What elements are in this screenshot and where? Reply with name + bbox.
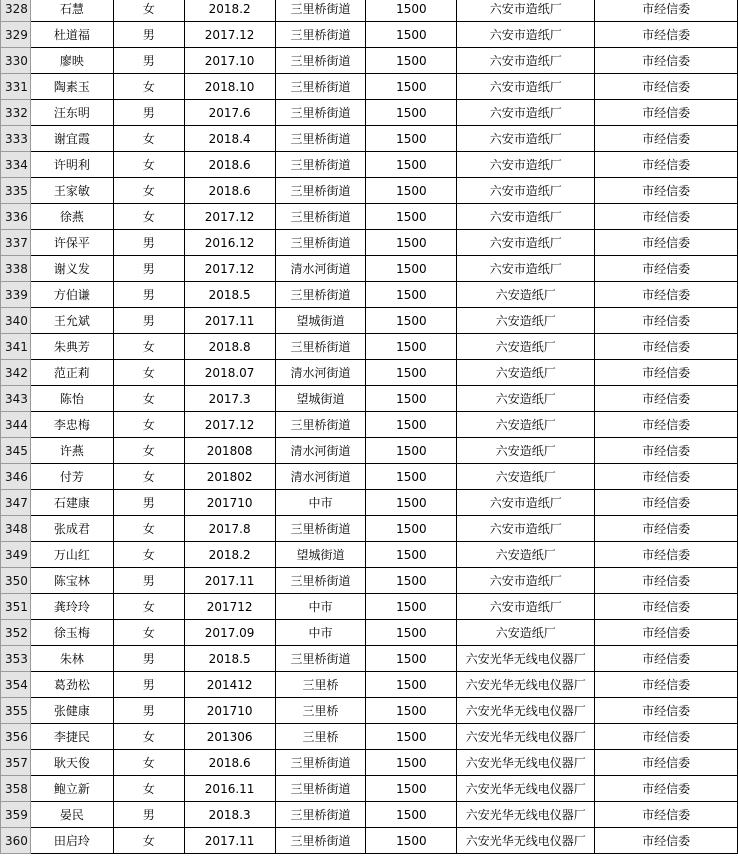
- table-row: [1, 0, 738, 22]
- table-row: [1, 308, 738, 334]
- table-row: [1, 126, 738, 152]
- table-row: [1, 360, 738, 386]
- row-number[interactable]: 346: [1, 464, 31, 490]
- table-row: [1, 412, 738, 438]
- name-cell[interactable]: 许燕: [30, 438, 113, 464]
- date-cell[interactable]: 2017.3: [184, 386, 275, 412]
- date-cell[interactable]: 2017.6: [184, 100, 275, 126]
- date-cell[interactable]: 2017.12: [184, 412, 275, 438]
- district-cell[interactable]: 三里桥街道: [275, 828, 366, 854]
- name-cell[interactable]: 付芳: [30, 464, 113, 490]
- amount-cell[interactable]: 1500: [366, 464, 457, 490]
- department-cell[interactable]: 市经信委: [595, 776, 738, 802]
- department-cell[interactable]: 市经信委: [595, 672, 738, 698]
- date-cell[interactable]: 2018.10: [184, 74, 275, 100]
- amount-cell[interactable]: 1500: [366, 802, 457, 828]
- table-row: [1, 698, 738, 724]
- amount-cell[interactable]: 1500: [366, 48, 457, 74]
- department-cell[interactable]: 市经信委: [595, 698, 738, 724]
- row-number[interactable]: 349: [1, 542, 31, 568]
- department-cell[interactable]: 市经信委: [595, 256, 738, 282]
- row-number[interactable]: 328: [1, 0, 31, 22]
- row-number[interactable]: 354: [1, 672, 31, 698]
- gender-cell[interactable]: 男: [113, 698, 184, 724]
- district-cell[interactable]: 清水河街道: [275, 464, 366, 490]
- amount-cell[interactable]: 1500: [366, 620, 457, 646]
- gender-cell[interactable]: 女: [113, 204, 184, 230]
- employer-cell[interactable]: 六安市造纸厂: [457, 178, 595, 204]
- date-cell[interactable]: 201712: [184, 594, 275, 620]
- amount-cell[interactable]: 1500: [366, 828, 457, 854]
- amount-cell[interactable]: 1500: [366, 256, 457, 282]
- gender-cell[interactable]: 女: [113, 776, 184, 802]
- gender-cell[interactable]: 女: [113, 438, 184, 464]
- date-cell[interactable]: 2018.2: [184, 0, 275, 22]
- district-cell[interactable]: 三里桥街道: [275, 152, 366, 178]
- department-cell[interactable]: 市经信委: [595, 542, 738, 568]
- department-cell[interactable]: 市经信委: [595, 308, 738, 334]
- row-number[interactable]: 338: [1, 256, 31, 282]
- employer-cell[interactable]: 六安造纸厂: [457, 308, 595, 334]
- name-cell[interactable]: 徐燕: [30, 204, 113, 230]
- amount-cell[interactable]: 1500: [366, 230, 457, 256]
- row-number[interactable]: 340: [1, 308, 31, 334]
- gender-cell[interactable]: 男: [113, 256, 184, 282]
- table-row: [1, 672, 738, 698]
- amount-cell[interactable]: 1500: [366, 516, 457, 542]
- district-cell[interactable]: 三里桥街道: [275, 230, 366, 256]
- date-cell[interactable]: 201802: [184, 464, 275, 490]
- table-row: [1, 152, 738, 178]
- department-cell[interactable]: 市经信委: [595, 360, 738, 386]
- table-row: [1, 256, 738, 282]
- department-cell[interactable]: 市经信委: [595, 152, 738, 178]
- row-number[interactable]: 336: [1, 204, 31, 230]
- name-cell[interactable]: 王允斌: [30, 308, 113, 334]
- row-number[interactable]: 331: [1, 74, 31, 100]
- district-cell[interactable]: 三里桥街道: [275, 802, 366, 828]
- employer-cell[interactable]: 六安光华无线电仪器厂: [457, 698, 595, 724]
- department-cell[interactable]: 市经信委: [595, 230, 738, 256]
- name-cell[interactable]: 徐玉梅: [30, 620, 113, 646]
- gender-cell[interactable]: 女: [113, 724, 184, 750]
- gender-cell[interactable]: 女: [113, 74, 184, 100]
- gender-cell[interactable]: 女: [113, 750, 184, 776]
- row-number[interactable]: 347: [1, 490, 31, 516]
- employer-cell[interactable]: 六安造纸厂: [457, 438, 595, 464]
- name-cell[interactable]: 李忠梅: [30, 412, 113, 438]
- gender-cell[interactable]: 女: [113, 516, 184, 542]
- table-row: [1, 230, 738, 256]
- employer-cell[interactable]: 六安市造纸厂: [457, 230, 595, 256]
- row-number[interactable]: 350: [1, 568, 31, 594]
- gender-cell[interactable]: 女: [113, 620, 184, 646]
- district-cell[interactable]: 三里桥街道: [275, 22, 366, 48]
- table-row: [1, 282, 738, 308]
- district-cell[interactable]: 清水河街道: [275, 438, 366, 464]
- district-cell[interactable]: 三里桥街道: [275, 74, 366, 100]
- district-cell[interactable]: 三里桥街道: [275, 750, 366, 776]
- name-cell[interactable]: 石建康: [30, 490, 113, 516]
- name-cell[interactable]: 陈宝林: [30, 568, 113, 594]
- employer-cell[interactable]: 六安光华无线电仪器厂: [457, 828, 595, 854]
- date-cell[interactable]: 2018.5: [184, 282, 275, 308]
- department-cell[interactable]: 市经信委: [595, 282, 738, 308]
- row-number[interactable]: 359: [1, 802, 31, 828]
- amount-cell[interactable]: 1500: [366, 204, 457, 230]
- name-cell[interactable]: 鲍立新: [30, 776, 113, 802]
- employer-cell[interactable]: 六安光华无线电仪器厂: [457, 724, 595, 750]
- date-cell[interactable]: 201412: [184, 672, 275, 698]
- gender-cell[interactable]: 男: [113, 308, 184, 334]
- district-cell[interactable]: 中市: [275, 620, 366, 646]
- department-cell[interactable]: 市经信委: [595, 828, 738, 854]
- department-cell[interactable]: 市经信委: [595, 802, 738, 828]
- district-cell[interactable]: 三里桥街道: [275, 776, 366, 802]
- employer-cell[interactable]: 六安造纸厂: [457, 282, 595, 308]
- employer-cell[interactable]: 六安市造纸厂: [457, 126, 595, 152]
- name-cell[interactable]: 陶素玉: [30, 74, 113, 100]
- table-row: [1, 464, 738, 490]
- district-cell[interactable]: 望城街道: [275, 542, 366, 568]
- gender-cell[interactable]: 女: [113, 178, 184, 204]
- employer-cell[interactable]: 六安光华无线电仪器厂: [457, 776, 595, 802]
- date-cell[interactable]: 2017.11: [184, 568, 275, 594]
- amount-cell[interactable]: 1500: [366, 334, 457, 360]
- amount-cell[interactable]: 1500: [366, 308, 457, 334]
- date-cell[interactable]: 2017.12: [184, 22, 275, 48]
- table-row: [1, 438, 738, 464]
- district-cell[interactable]: 清水河街道: [275, 360, 366, 386]
- employer-cell[interactable]: 六安造纸厂: [457, 464, 595, 490]
- row-number[interactable]: 330: [1, 48, 31, 74]
- table-row: [1, 22, 738, 48]
- department-cell[interactable]: 市经信委: [595, 0, 738, 22]
- department-cell[interactable]: 市经信委: [595, 620, 738, 646]
- gender-cell[interactable]: 女: [113, 464, 184, 490]
- date-cell[interactable]: 2017.11: [184, 828, 275, 854]
- amount-cell[interactable]: 1500: [366, 22, 457, 48]
- employer-cell[interactable]: 六安光华无线电仪器厂: [457, 646, 595, 672]
- amount-cell[interactable]: 1500: [366, 750, 457, 776]
- district-cell[interactable]: 三里桥街道: [275, 100, 366, 126]
- amount-cell[interactable]: 1500: [366, 0, 457, 22]
- date-cell[interactable]: 2018.2: [184, 542, 275, 568]
- row-number[interactable]: 332: [1, 100, 31, 126]
- amount-cell[interactable]: 1500: [366, 178, 457, 204]
- employer-cell[interactable]: 六安市造纸厂: [457, 0, 595, 22]
- gender-cell[interactable]: 女: [113, 828, 184, 854]
- gender-cell[interactable]: 男: [113, 22, 184, 48]
- row-number[interactable]: 342: [1, 360, 31, 386]
- table-row: [1, 646, 738, 672]
- name-cell[interactable]: 杜道福: [30, 22, 113, 48]
- date-cell[interactable]: 2017.12: [184, 256, 275, 282]
- district-cell[interactable]: 三里桥: [275, 698, 366, 724]
- employer-cell[interactable]: 六安造纸厂: [457, 334, 595, 360]
- row-number[interactable]: 341: [1, 334, 31, 360]
- name-cell[interactable]: 李捷民: [30, 724, 113, 750]
- gender-cell[interactable]: 女: [113, 334, 184, 360]
- district-cell[interactable]: 清水河街道: [275, 256, 366, 282]
- amount-cell[interactable]: 1500: [366, 776, 457, 802]
- name-cell[interactable]: 龚玲玲: [30, 594, 113, 620]
- gender-cell[interactable]: 女: [113, 0, 184, 22]
- date-cell[interactable]: 2017.8: [184, 516, 275, 542]
- employer-cell[interactable]: 六安市造纸厂: [457, 490, 595, 516]
- name-cell[interactable]: 许保平: [30, 230, 113, 256]
- table-row: [1, 620, 738, 646]
- name-cell[interactable]: 葛劲松: [30, 672, 113, 698]
- date-cell[interactable]: 2017.11: [184, 308, 275, 334]
- name-cell[interactable]: 田启玲: [30, 828, 113, 854]
- department-cell[interactable]: 市经信委: [595, 594, 738, 620]
- name-cell[interactable]: 汪东明: [30, 100, 113, 126]
- date-cell[interactable]: 2017.12: [184, 204, 275, 230]
- gender-cell[interactable]: 女: [113, 542, 184, 568]
- row-number[interactable]: 355: [1, 698, 31, 724]
- date-cell[interactable]: 2017.10: [184, 48, 275, 74]
- row-number[interactable]: 356: [1, 724, 31, 750]
- name-cell[interactable]: 谢宜霞: [30, 126, 113, 152]
- department-cell[interactable]: 市经信委: [595, 204, 738, 230]
- department-cell[interactable]: 市经信委: [595, 126, 738, 152]
- date-cell[interactable]: 2018.07: [184, 360, 275, 386]
- name-cell[interactable]: 范正莉: [30, 360, 113, 386]
- district-cell[interactable]: 三里桥街道: [275, 48, 366, 74]
- employer-cell[interactable]: 六安造纸厂: [457, 360, 595, 386]
- employer-cell[interactable]: 六安市造纸厂: [457, 74, 595, 100]
- district-cell[interactable]: 三里桥街道: [275, 0, 366, 22]
- amount-cell[interactable]: 1500: [366, 568, 457, 594]
- table-row: [1, 386, 738, 412]
- table-row: [1, 542, 738, 568]
- district-cell[interactable]: 三里桥街道: [275, 646, 366, 672]
- department-cell[interactable]: 市经信委: [595, 464, 738, 490]
- department-cell[interactable]: 市经信委: [595, 490, 738, 516]
- district-cell[interactable]: 三里桥街道: [275, 178, 366, 204]
- department-cell[interactable]: 市经信委: [595, 750, 738, 776]
- employer-cell[interactable]: 六安市造纸厂: [457, 568, 595, 594]
- table-row: [1, 750, 738, 776]
- district-cell[interactable]: 望城街道: [275, 308, 366, 334]
- row-number[interactable]: 337: [1, 230, 31, 256]
- table-row: [1, 594, 738, 620]
- row-number[interactable]: 334: [1, 152, 31, 178]
- row-number[interactable]: 335: [1, 178, 31, 204]
- employer-cell[interactable]: 六安市造纸厂: [457, 22, 595, 48]
- department-cell[interactable]: 市经信委: [595, 22, 738, 48]
- row-number[interactable]: 357: [1, 750, 31, 776]
- name-cell[interactable]: 朱林: [30, 646, 113, 672]
- table-row: [1, 568, 738, 594]
- date-cell[interactable]: 2016.11: [184, 776, 275, 802]
- amount-cell[interactable]: 1500: [366, 152, 457, 178]
- gender-cell[interactable]: 男: [113, 802, 184, 828]
- date-cell[interactable]: 201710: [184, 490, 275, 516]
- name-cell[interactable]: 晏民: [30, 802, 113, 828]
- amount-cell[interactable]: 1500: [366, 386, 457, 412]
- date-cell[interactable]: 201710: [184, 698, 275, 724]
- district-cell[interactable]: 三里桥街道: [275, 282, 366, 308]
- amount-cell[interactable]: 1500: [366, 490, 457, 516]
- employer-cell[interactable]: 六安市造纸厂: [457, 204, 595, 230]
- name-cell[interactable]: 王家敏: [30, 178, 113, 204]
- row-number[interactable]: 352: [1, 620, 31, 646]
- amount-cell[interactable]: 1500: [366, 126, 457, 152]
- date-cell[interactable]: 2018.6: [184, 178, 275, 204]
- employer-cell[interactable]: 六安造纸厂: [457, 620, 595, 646]
- name-cell[interactable]: 石慧: [30, 0, 113, 22]
- date-cell[interactable]: 2018.6: [184, 750, 275, 776]
- department-cell[interactable]: 市经信委: [595, 438, 738, 464]
- district-cell[interactable]: 三里桥: [275, 672, 366, 698]
- table-row: [1, 828, 738, 854]
- department-cell[interactable]: 市经信委: [595, 568, 738, 594]
- department-cell[interactable]: 市经信委: [595, 646, 738, 672]
- date-cell[interactable]: 2016.12: [184, 230, 275, 256]
- department-cell[interactable]: 市经信委: [595, 386, 738, 412]
- department-cell[interactable]: 市经信委: [595, 178, 738, 204]
- gender-cell[interactable]: 男: [113, 282, 184, 308]
- employer-cell[interactable]: 六安市造纸厂: [457, 152, 595, 178]
- amount-cell[interactable]: 1500: [366, 542, 457, 568]
- name-cell[interactable]: 耿天俊: [30, 750, 113, 776]
- department-cell[interactable]: 市经信委: [595, 48, 738, 74]
- gender-cell[interactable]: 男: [113, 490, 184, 516]
- row-number[interactable]: 351: [1, 594, 31, 620]
- table-row: [1, 802, 738, 828]
- name-cell[interactable]: 许明利: [30, 152, 113, 178]
- department-cell[interactable]: 市经信委: [595, 412, 738, 438]
- name-cell[interactable]: 廖映: [30, 48, 113, 74]
- date-cell[interactable]: 201808: [184, 438, 275, 464]
- district-cell[interactable]: 三里桥街道: [275, 334, 366, 360]
- date-cell[interactable]: 2018.3: [184, 802, 275, 828]
- gender-cell[interactable]: 男: [113, 646, 184, 672]
- gender-cell[interactable]: 女: [113, 412, 184, 438]
- employer-cell[interactable]: 六安市造纸厂: [457, 256, 595, 282]
- district-cell[interactable]: 三里桥街道: [275, 412, 366, 438]
- amount-cell[interactable]: 1500: [366, 594, 457, 620]
- district-cell[interactable]: 望城街道: [275, 386, 366, 412]
- name-cell[interactable]: 张成君: [30, 516, 113, 542]
- amount-cell[interactable]: 1500: [366, 74, 457, 100]
- row-number[interactable]: 353: [1, 646, 31, 672]
- name-cell[interactable]: 朱典芳: [30, 334, 113, 360]
- table-row: [1, 178, 738, 204]
- date-cell[interactable]: 2018.6: [184, 152, 275, 178]
- row-number[interactable]: 343: [1, 386, 31, 412]
- district-cell[interactable]: 三里桥街道: [275, 204, 366, 230]
- table-row: [1, 100, 738, 126]
- date-cell[interactable]: 2018.5: [184, 646, 275, 672]
- employer-cell[interactable]: 六安市造纸厂: [457, 100, 595, 126]
- amount-cell[interactable]: 1500: [366, 360, 457, 386]
- name-cell[interactable]: 张健康: [30, 698, 113, 724]
- employer-cell[interactable]: 六安造纸厂: [457, 386, 595, 412]
- amount-cell[interactable]: 1500: [366, 724, 457, 750]
- table-body: [1, 0, 738, 854]
- row-number[interactable]: 348: [1, 516, 31, 542]
- row-number[interactable]: 329: [1, 22, 31, 48]
- table-row: [1, 204, 738, 230]
- employer-cell[interactable]: 六安市造纸厂: [457, 48, 595, 74]
- gender-cell[interactable]: 男: [113, 48, 184, 74]
- row-number[interactable]: 333: [1, 126, 31, 152]
- date-cell[interactable]: 201306: [184, 724, 275, 750]
- gender-cell[interactable]: 女: [113, 386, 184, 412]
- table-row: [1, 724, 738, 750]
- row-number[interactable]: 360: [1, 828, 31, 854]
- department-cell[interactable]: 市经信委: [595, 724, 738, 750]
- date-cell[interactable]: 2018.4: [184, 126, 275, 152]
- row-number[interactable]: 339: [1, 282, 31, 308]
- date-cell[interactable]: 2017.09: [184, 620, 275, 646]
- department-cell[interactable]: 市经信委: [595, 100, 738, 126]
- department-cell[interactable]: 市经信委: [595, 516, 738, 542]
- amount-cell[interactable]: 1500: [366, 672, 457, 698]
- amount-cell[interactable]: 1500: [366, 698, 457, 724]
- district-cell[interactable]: 三里桥: [275, 724, 366, 750]
- gender-cell[interactable]: 女: [113, 152, 184, 178]
- employer-cell[interactable]: 六安造纸厂: [457, 542, 595, 568]
- department-cell[interactable]: 市经信委: [595, 334, 738, 360]
- amount-cell[interactable]: 1500: [366, 412, 457, 438]
- district-cell[interactable]: 中市: [275, 490, 366, 516]
- amount-cell[interactable]: 1500: [366, 438, 457, 464]
- district-cell[interactable]: 三里桥街道: [275, 568, 366, 594]
- amount-cell[interactable]: 1500: [366, 100, 457, 126]
- district-cell[interactable]: 三里桥街道: [275, 516, 366, 542]
- name-cell[interactable]: 谢义发: [30, 256, 113, 282]
- name-cell[interactable]: 陈怡: [30, 386, 113, 412]
- gender-cell[interactable]: 女: [113, 360, 184, 386]
- row-number[interactable]: 345: [1, 438, 31, 464]
- department-cell[interactable]: 市经信委: [595, 74, 738, 100]
- gender-cell[interactable]: 男: [113, 672, 184, 698]
- amount-cell[interactable]: 1500: [366, 646, 457, 672]
- employer-cell[interactable]: 六安光华无线电仪器厂: [457, 802, 595, 828]
- row-number[interactable]: 358: [1, 776, 31, 802]
- gender-cell[interactable]: 女: [113, 126, 184, 152]
- employer-cell[interactable]: 六安光华无线电仪器厂: [457, 672, 595, 698]
- district-cell[interactable]: 中市: [275, 594, 366, 620]
- table-row: [1, 74, 738, 100]
- table-row: [1, 516, 738, 542]
- employer-cell[interactable]: 六安造纸厂: [457, 412, 595, 438]
- table-row: [1, 334, 738, 360]
- date-cell[interactable]: 2018.8: [184, 334, 275, 360]
- table-row: [1, 48, 738, 74]
- district-cell[interactable]: 三里桥街道: [275, 126, 366, 152]
- gender-cell[interactable]: 男: [113, 100, 184, 126]
- name-cell[interactable]: 方伯谦: [30, 282, 113, 308]
- employer-cell[interactable]: 六安市造纸厂: [457, 516, 595, 542]
- amount-cell[interactable]: 1500: [366, 282, 457, 308]
- employer-cell[interactable]: 六安市造纸厂: [457, 594, 595, 620]
- gender-cell[interactable]: 男: [113, 568, 184, 594]
- table-row: [1, 490, 738, 516]
- row-number[interactable]: 344: [1, 412, 31, 438]
- name-cell[interactable]: 万山红: [30, 542, 113, 568]
- gender-cell[interactable]: 男: [113, 230, 184, 256]
- employer-cell[interactable]: 六安光华无线电仪器厂: [457, 750, 595, 776]
- table-row: [1, 776, 738, 802]
- gender-cell[interactable]: 女: [113, 594, 184, 620]
